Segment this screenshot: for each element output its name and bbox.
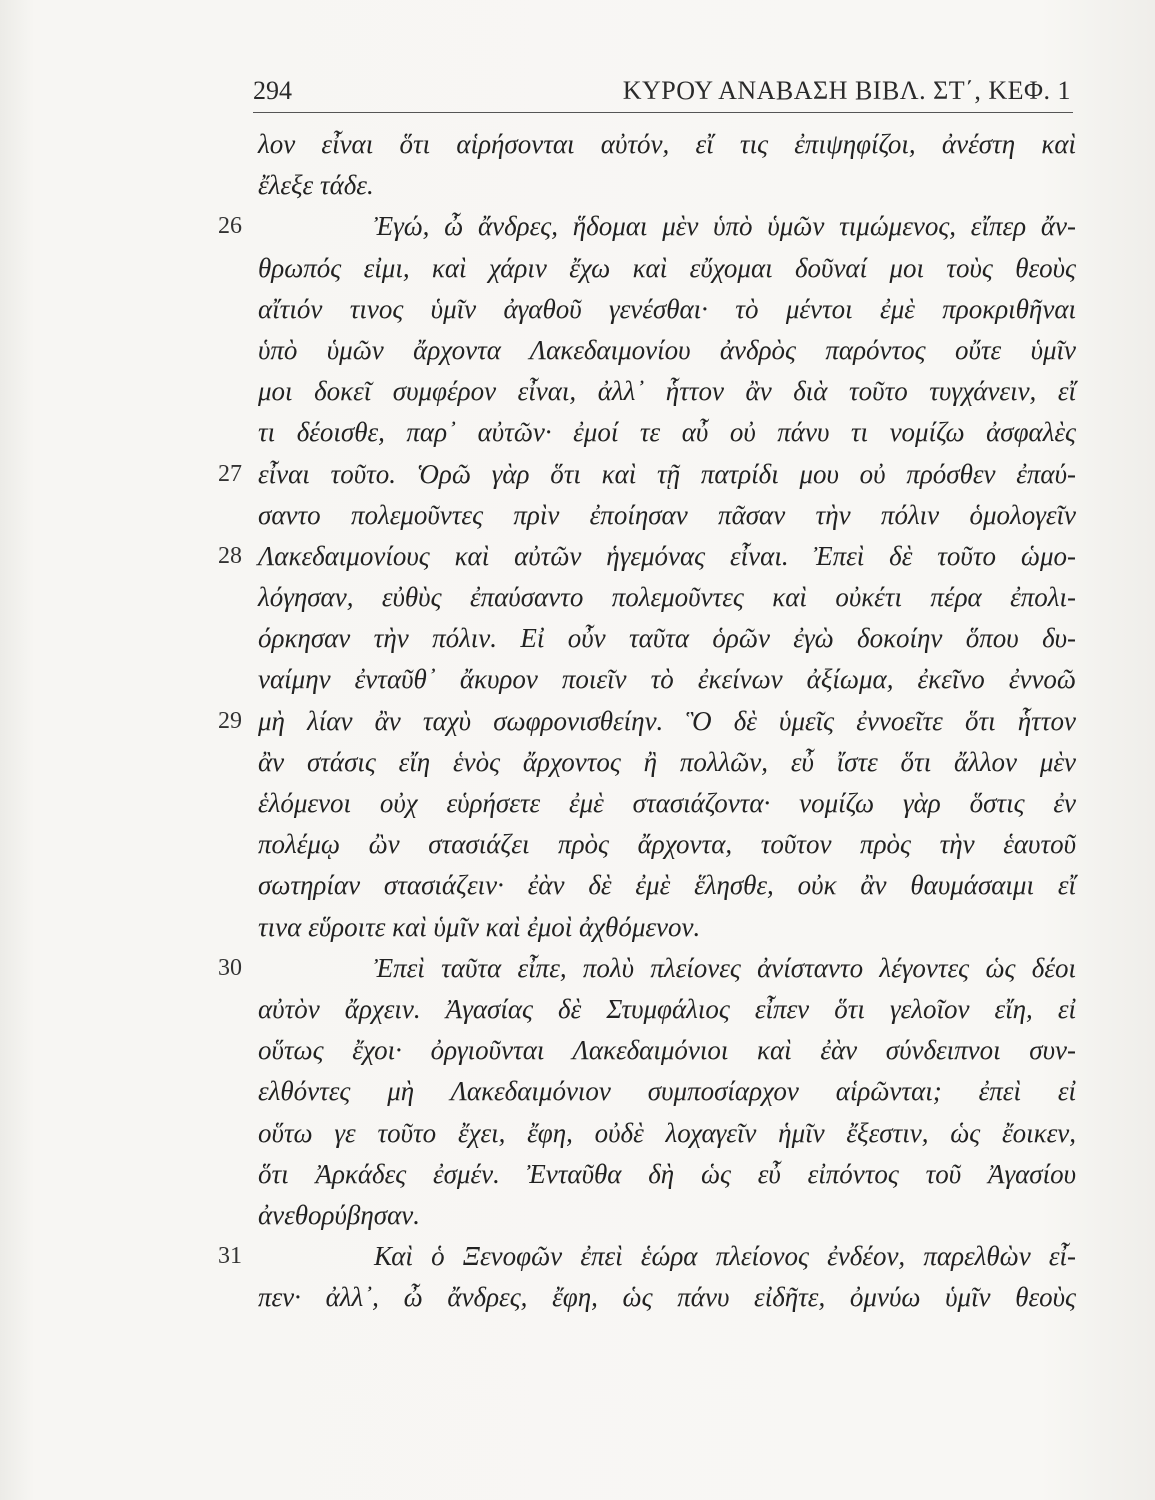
line-text: Ἐπεὶ ταῦτα εἶπε, πολὺ πλείονες ἀνίσταντο λέγοντες ὡς δέοι <box>374 952 1076 983</box>
line-text: σαντο πολεμοῦντες πρὶν ἐποίησαν πᾶσαν τὴν πόλιν ὁμολογεῖν <box>258 499 1076 530</box>
line-text: ἔλεξε τάδε. <box>258 170 374 201</box>
line-text: πεν· ἀλλ᾽, ὦ ἄνδρες, ἔφη, ὡς πάνυ εἰδῆτε, ὀμνύω ὑμῖν θεοὺς <box>258 1282 1076 1313</box>
text-line <box>212 865 1082 906</box>
text-line <box>212 248 1082 289</box>
section-number: 26 <box>218 213 242 240</box>
line-text: τι δέοισθε, παρ᾽ αὐτῶν· ἐμοί τε αὖ οὐ πάνυ τι νομίζω ἀσφαλὲς <box>258 417 1076 448</box>
line-text: τινα εὕροιτε καὶ ὑμῖν καὶ ἐμοὶ ἀχθόμενον. <box>258 911 701 942</box>
line-text: Ἐγώ, ὦ ἄνδρες, ἥδομαι μὲν ὑπὸ ὑμῶν τιμώμενος, εἴπερ ἄν- <box>374 211 1076 242</box>
line-text: οὕτως ἔχοι· ὀργιοῦνται Λακεδαιμόνιοι καὶ ἐὰν σύνδειπνοι συν- <box>258 1035 1076 1066</box>
text-line <box>212 701 1082 742</box>
line-text: εἶναι τοῦτο. Ὁρῶ γὰρ ὅτι καὶ τῇ πατρίδι μου οὐ πρόσθεν ἐπαύ- <box>258 458 1076 489</box>
text-line <box>212 206 1082 247</box>
text-line <box>212 618 1082 659</box>
text-line <box>212 1154 1082 1195</box>
text-line <box>212 1030 1082 1071</box>
section-number: 29 <box>218 707 242 734</box>
line-text: ἑλόμενοι οὐχ εὑρήσετε ἐμὲ στασιάζοντα· νομίζω γὰρ ὅστις ἐν <box>258 788 1076 818</box>
text-line <box>212 124 1082 165</box>
text-line <box>212 289 1082 330</box>
text-line <box>212 824 1082 865</box>
line-text: Καὶ ὁ Ξενοφῶν ἐπεὶ ἑώρα πλείονος ἐνδέον, παρελθὼν εἶ- <box>374 1241 1076 1272</box>
text-line <box>212 330 1082 371</box>
text-line <box>212 989 1082 1030</box>
line-text: αὐτὸν ἄρχειν. Ἀγασίας δὲ Στυμφάλιος εἶπεν ὅτι γελοῖον εἴη, εἰ <box>258 993 1076 1024</box>
line-text: ναίμην ἐνταῦθ᾽ ἄκυρον ποιεῖν τὸ ἐκείνων ἀξίωμα, ἐκεῖνο ἐννοῶ <box>258 664 1076 695</box>
text-line <box>212 371 1082 412</box>
text-line <box>212 948 1082 989</box>
line-text: αἴτιόν τινος ὑμῖν ἀγαθοῦ γενέσθαι· τὸ μέντοι ἐμὲ προκριθῆναι <box>258 293 1076 324</box>
line-text: ἂν στάσις εἴη ἑνὸς ἄρχοντος ἢ πολλῶν, εὖ ἴστε ὅτι ἄλλον μὲν <box>258 746 1076 777</box>
page-number: 294 <box>253 76 292 105</box>
line-text: ελθόντες μὴ Λακεδαιμόνιον συμποσίαρχον αἱρῶνται; ἐπεὶ εἰ <box>258 1076 1076 1107</box>
text-line <box>212 165 1082 206</box>
text-line <box>212 536 1082 577</box>
line-text: Λακεδαιμονίους καὶ αὐτῶν ἡγεμόνας εἶναι. Ἐπεὶ δὲ τοῦτο ὡμο- <box>258 540 1076 571</box>
text-line <box>212 783 1082 824</box>
greek-text-body <box>212 124 1082 1318</box>
running-header <box>253 72 1073 113</box>
text-line <box>212 1195 1082 1236</box>
text-line <box>212 1277 1082 1318</box>
text-line <box>212 742 1082 783</box>
line-text: θρωπός εἰμι, καὶ χάριν ἔχω καὶ εὔχομαι δοῦναί μοι τοὺς θεοὺς <box>258 252 1076 283</box>
line-text: ὑπὸ ὑμῶν ἄρχοντα Λακεδαιμονίου ἀνδρὸς παρόντος οὔτε ὑμῖν <box>258 334 1076 365</box>
line-text: λόγησαν, εὐθὺς ἐπαύσαντο πολεμοῦντες καὶ οὐκέτι πέρα ἐπολι- <box>258 582 1076 613</box>
text-line <box>212 454 1082 495</box>
section-number: 27 <box>218 460 242 487</box>
text-line <box>212 907 1082 948</box>
section-number: 28 <box>218 542 242 569</box>
text-line <box>212 659 1082 700</box>
section-number: 31 <box>218 1243 242 1270</box>
line-text: μοι δοκεῖ συμφέρον εἶναι, ἀλλ᾽ ἧττον ἂν διὰ τοῦτο τυγχάνειν, εἴ <box>258 376 1076 407</box>
line-text: όρκησαν τὴν πόλιν. Εἰ οὖν ταῦτα ὁρῶν ἐγὼ δοκοίην ὅπου δυ- <box>258 623 1076 654</box>
line-text: ὅτι Ἀρκάδες ἐσμέν. Ἐνταῦθα δὴ ὡς εὖ εἰπόντος τοῦ Ἀγασίου <box>258 1158 1076 1189</box>
line-text: λον εἶναι ὅτι αἱρήσονται αὐτόν, εἴ τις ἐπιψηφίζοι, ἀνέστη καὶ <box>258 129 1076 159</box>
text-line <box>212 412 1082 453</box>
text-line <box>212 1236 1082 1277</box>
section-number: 30 <box>218 954 242 981</box>
text-line <box>212 577 1082 618</box>
line-text: μὴ λίαν ἂν ταχὺ σωφρονισθείην. Ὃ δὲ ὑμεῖς ἐννοεῖτε ὅτι ἧττον <box>258 705 1076 736</box>
text-line <box>212 1071 1082 1112</box>
line-text: σωτηρίαν στασιάζειν· ἐὰν δὲ ἐμὲ ἕλησθε, οὐκ ἂν θαυμάσαιμι εἴ <box>258 870 1076 901</box>
line-text: οὕτω γε τοῦτο ἔχει, ἔφη, οὐδὲ λοχαγεῖν ἡμῖν ἔξεστιν, ὡς ἔοικεν, <box>258 1117 1076 1148</box>
text-line <box>212 495 1082 536</box>
text-line <box>212 1113 1082 1154</box>
line-text: ἀνεθορύβησαν. <box>258 1199 420 1230</box>
running-title: ΚΥΡΟΥ ΑΝΑΒΑΣΗ ΒΙΒΛ. ΣΤ΄, ΚΕΦ. 1 <box>622 76 1071 105</box>
line-text: πολέμῳ ὢν στασιάζει πρὸς ἄρχοντα, τοῦτον πρὸς τὴν ἑαυτοῦ <box>258 829 1076 860</box>
